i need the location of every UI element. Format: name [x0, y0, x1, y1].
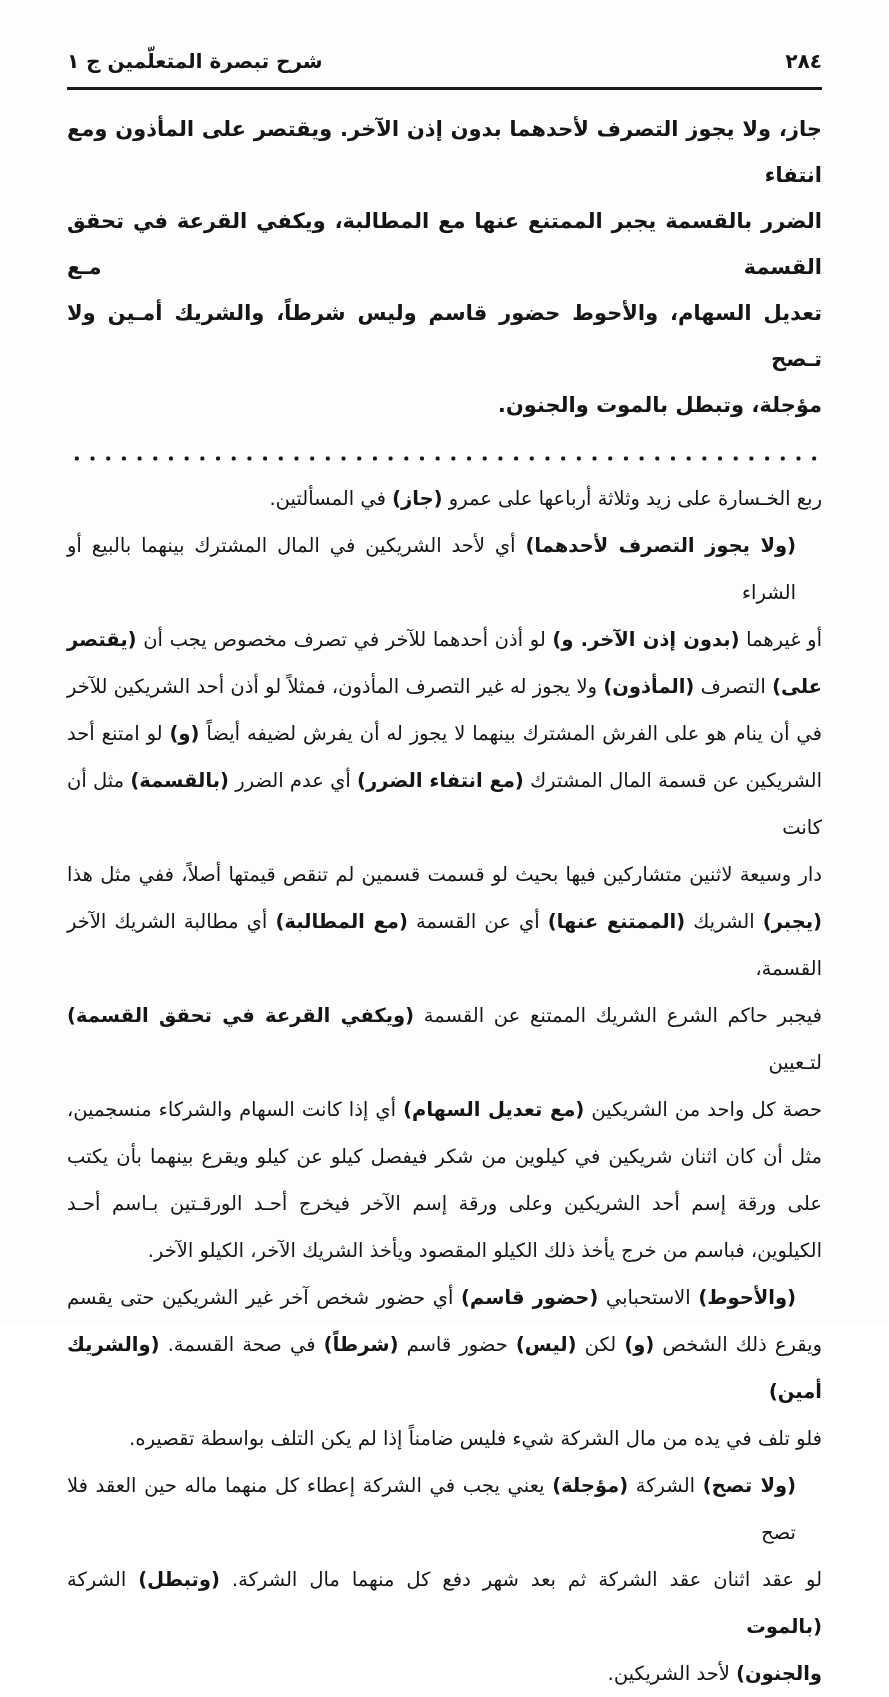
matn-quote: (مع المطالبة)	[275, 910, 408, 933]
matn-quote: (شرطاً)	[323, 1333, 399, 1356]
matn-quote: (المأذون)	[603, 675, 695, 698]
text-run: أي عن القسمة	[407, 910, 548, 933]
text-run: لأحد الشريكين.	[607, 1662, 737, 1685]
dotted-separator	[67, 454, 822, 463]
text-line	[67, 1462, 822, 1556]
text-line	[67, 1086, 822, 1133]
text-run: تعديل السهام، والأحوط حضور قاسم وليس شرطاً، والشريك أمـين ولا تـصح	[67, 301, 822, 371]
matn-quote: (و)	[624, 1333, 655, 1356]
matn-quote: (والشريك أمين)	[67, 1333, 822, 1403]
text-run: أي عدم الضرر	[228, 769, 358, 792]
text-line	[67, 475, 822, 522]
text-line	[67, 663, 822, 710]
text-run: أو غيرهما	[739, 628, 822, 651]
text-run: في صحة القسمة.	[159, 1333, 324, 1356]
text-run: الشركة	[67, 1568, 139, 1591]
text-run: جاز، ولا يجوز التصرف لأحدهما بدون إذن الآخر. ويقتصر على المأذون ومع انتفاء	[67, 117, 822, 187]
text-line	[67, 198, 822, 290]
text-run: ولا يجوز له غير التصرف المأذون، فمثلاً لو أذن أحد الشريكين للآخر	[67, 675, 604, 698]
text-run: في أن ينام هو على الفرش المشترك بينهما لا يجوز له أن يفرش لضيفه أيضاً	[199, 722, 822, 745]
text-run: مثل أن كانت	[67, 769, 822, 839]
text-run: الكيلوين، فباسم من خرج يأخذ ذلك الكيلو المقصود ويأخذ الشريك الآخر، الكيلو الآخر.	[147, 1239, 822, 1262]
text-run: الشريك	[685, 910, 763, 933]
text-run: لكن	[576, 1333, 625, 1356]
text-run: الاستحبابي	[598, 1286, 699, 1309]
text-run: الشريكين عن قسمة المال المشترك	[523, 769, 822, 792]
matn-quote: (والأحوط)	[698, 1286, 796, 1309]
matn-quote: (بالقسمة)	[130, 769, 229, 792]
text-run: مثل أن كان اثنان شريكين في كيلوين من شكر فيفصل كيلو عن كيلو ويقرع بينهما بأن يكتب	[67, 1145, 822, 1168]
text-run: أي إذا كانت السهام والشركاء منسجمين،	[67, 1098, 404, 1121]
text-run: لو أذن أحدهما للآخر في تصرف مخصوص يجب أن	[136, 628, 553, 651]
text-line	[67, 992, 822, 1086]
text-run: التصرف	[694, 675, 773, 698]
matn-quote: على)	[772, 675, 822, 698]
text-line	[67, 106, 822, 198]
text-run: الضرر بالقسمة يجبر الممتنع عنها مع المطالبة، ويكفي القرعة في تحقق القسمة مـع	[67, 209, 822, 279]
matn-quote: (ويكفي القرعة في تحقق القسمة)	[67, 1004, 415, 1027]
matn-quote: (مع تعديل السهام)	[403, 1098, 585, 1121]
text-line	[67, 1650, 822, 1697]
text-line	[67, 1227, 822, 1274]
matn-quote: (وتبطل)	[138, 1568, 220, 1591]
text-run: ويقرع ذلك الشخص	[654, 1333, 823, 1356]
matn-quote: (جاز)	[392, 487, 443, 510]
page-number: ٢٨٤	[785, 49, 822, 73]
text-line	[67, 757, 822, 851]
text-run: على ورقة إسم أحد الشريكين وعلى ورقة إسم الآخر فيخرج أحـد الورقـتين بـاسم أحـد	[67, 1192, 822, 1215]
matn-quote: (بدون إذن الآخر. و)	[552, 628, 740, 651]
matn-quote: (ولا يجوز التصرف لأحدهما)	[525, 534, 796, 557]
text-run: أي حضور شخص آخر غير الشريكين حتى يقسم	[67, 1286, 461, 1309]
matn-quote: (يقتصر	[67, 628, 137, 651]
text-run: أي مطالبة الشريك الآخر القسمة،	[67, 910, 822, 980]
text-line	[67, 1556, 822, 1650]
text-line	[67, 1180, 822, 1227]
text-run: الشركة	[628, 1474, 703, 1497]
page-header	[67, 46, 822, 90]
matn-quote: (مؤجلة)	[552, 1474, 629, 1497]
text-line	[67, 1415, 822, 1462]
matn-quote: (بالموت	[746, 1615, 822, 1638]
commentary-block	[67, 475, 822, 1697]
text-line	[67, 1133, 822, 1180]
matn-quote: (ليس)	[515, 1333, 577, 1356]
text-run: لو امتنع أحد	[67, 722, 170, 745]
text-run: يعني يجب في الشركة إعطاء كل منهما ماله حين العقد فلا تصح	[67, 1474, 796, 1544]
running-title: شرح تبصرة المتعلّمين ج ١	[67, 49, 323, 73]
text-run: حضور قاسم	[398, 1333, 516, 1356]
text-line	[67, 616, 822, 663]
text-run: مؤجلة، وتبطل بالموت والجنون.	[497, 393, 822, 417]
matn-quote: (يجبر)	[762, 910, 822, 933]
matn-quote: (الممتنع عنها)	[547, 910, 686, 933]
text-run: لتـعيين	[768, 1051, 822, 1074]
text-run: فيجبر حاكم الشرع الشريك الممتنع عن القسمة	[414, 1004, 822, 1027]
text-line	[67, 898, 822, 992]
matn-quote: (ولا تصح)	[702, 1474, 796, 1497]
matn-quote: والجنون)	[736, 1662, 822, 1685]
text-line	[67, 522, 822, 616]
text-run: ربع الخـسارة على زيد وثلاثة أرباعها على عمرو	[442, 487, 822, 510]
text-run: لو عقد اثنان عقد الشركة ثم بعد شهر دفع كل منهما مال الشركة.	[219, 1568, 823, 1591]
text-line	[67, 290, 822, 382]
text-run: حصة كل واحد من الشريكين	[584, 1098, 822, 1121]
text-line	[67, 1321, 822, 1415]
text-line	[67, 1274, 822, 1321]
text-line	[67, 710, 822, 757]
matn-quote: (مع انتفاء الضرر)	[357, 769, 524, 792]
text-run: دار وسيعة لاثنين متشاركين فيها بحيث لو قسمت قسمين لم تنقص قيمتها أصلاً، ففي مثل هذا	[67, 863, 822, 886]
matn-quote: (حضور قاسم)	[461, 1286, 599, 1309]
matn-block	[67, 106, 822, 428]
text-line	[67, 851, 822, 898]
matn-quote: (و)	[169, 722, 200, 745]
text-run: فلو تلف في يده من مال الشركة شيء فليس ضامناً إذا لم يكن التلف بواسطة تقصيره.	[129, 1427, 822, 1450]
text-line	[67, 382, 822, 428]
text-run: في المسألتين.	[269, 487, 393, 510]
text-run: أي لأحد الشريكين في المال المشترك بينهما بالبيع أو الشراء	[67, 534, 796, 604]
